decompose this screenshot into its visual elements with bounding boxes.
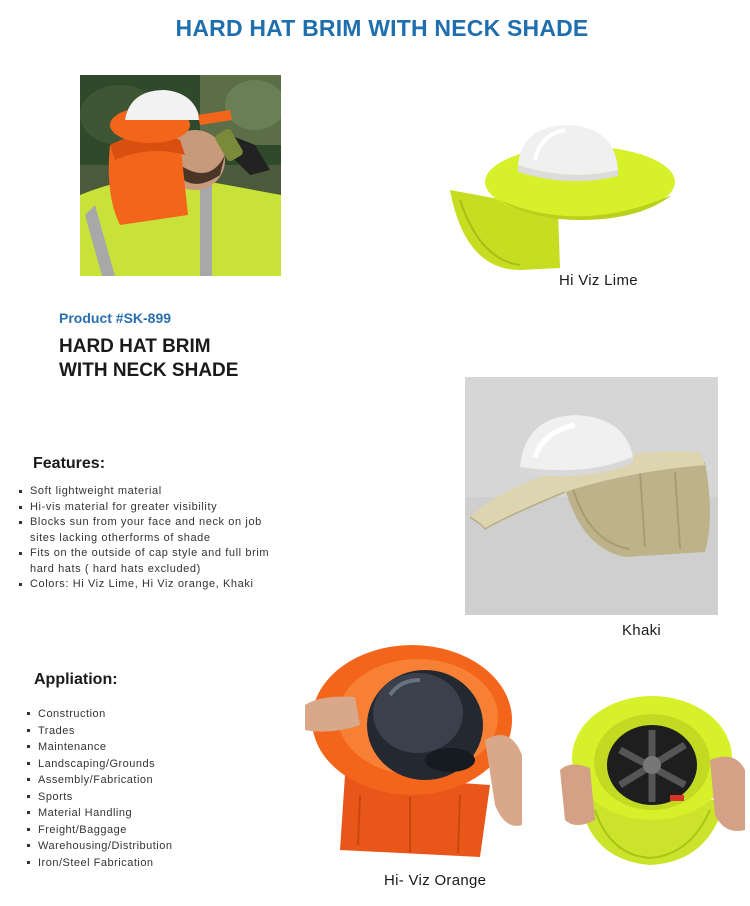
product-name-line-1: HARD HAT BRIM <box>59 336 211 357</box>
application-item: Sports <box>26 789 226 806</box>
application-item: Maintenance <box>26 739 226 756</box>
product-number: Product #SK-899 <box>59 310 172 326</box>
features-heading: Features: <box>33 455 106 472</box>
application-item: Warehousing/Distribution <box>26 838 226 855</box>
application-list <box>26 706 226 871</box>
application-item: Landscaping/Grounds <box>26 756 226 773</box>
orange-product-image <box>300 625 525 865</box>
product-name-line-2: WITH NECK SHADE <box>59 360 239 381</box>
feature-item: Blocks sun from your face and neck on job sites lacking otherforms of shade <box>18 515 280 546</box>
page-title: HARD HAT BRIM WITH NECK SHADE <box>175 15 589 41</box>
worker-photo <box>80 75 281 276</box>
features-list <box>18 484 280 593</box>
feature-item: Colors: Hi Viz Lime, Hi Viz orange, Khaki <box>18 577 280 593</box>
orange-caption: Hi- Viz Orange <box>384 872 487 889</box>
application-heading: Appliation: <box>34 671 118 688</box>
application-item: Material Handling <box>26 805 226 822</box>
lime-inside-view-image <box>560 690 745 870</box>
product-name <box>59 335 238 383</box>
khaki-caption: Khaki <box>622 622 662 639</box>
lime-product-image <box>440 120 680 275</box>
application-item: Construction <box>26 706 226 723</box>
application-item: Iron/Steel Fabrication <box>26 855 226 872</box>
application-item: Freight/Baggage <box>26 822 226 839</box>
application-item: Trades <box>26 723 226 740</box>
feature-item: Fits on the outside of cap style and full brim hard hats ( hard hats excluded) <box>18 546 280 577</box>
khaki-product-image <box>465 377 718 615</box>
feature-item: Soft lightweight material <box>18 484 280 500</box>
application-item: Assembly/Fabrication <box>26 772 226 789</box>
feature-item: Hi-vis material for greater visibility <box>18 500 280 516</box>
lime-caption: Hi Viz Lime <box>559 272 638 289</box>
